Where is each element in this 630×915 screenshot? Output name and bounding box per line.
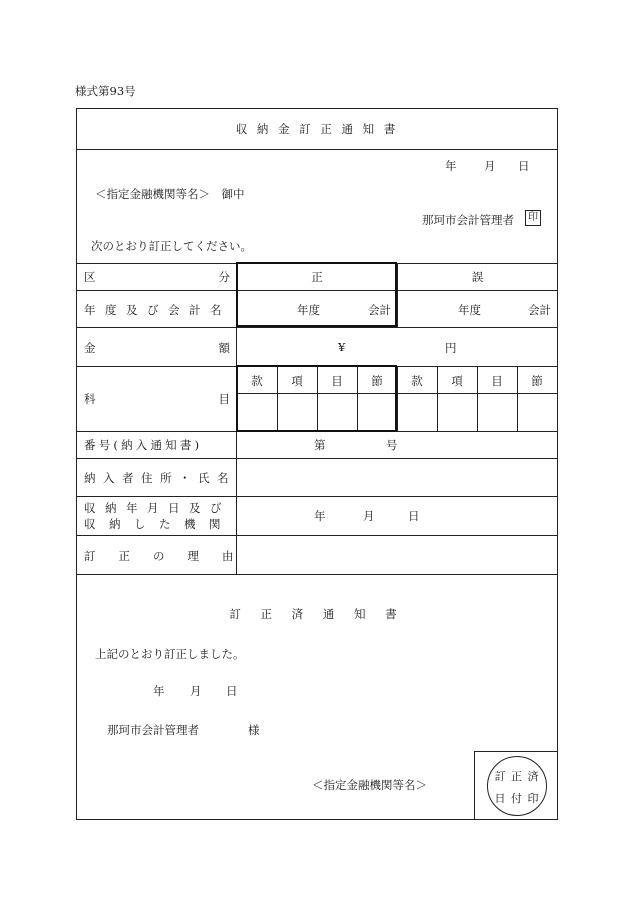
addressee: ＜指定金融機関等名＞ 御中 [95, 187, 245, 201]
date-month: 月 [484, 159, 496, 173]
label-shuno-2: 収納した機関 [84, 517, 234, 531]
completion-institution: ＜指定金融機関等名＞ [312, 778, 427, 792]
kamoku-head-moku: 目 [491, 374, 503, 388]
date-day: 日 [518, 159, 530, 173]
shuno-day: 日 [408, 509, 420, 523]
number-go: 号 [386, 438, 398, 452]
shuno-month: 月 [363, 509, 375, 523]
date-year: 年 [445, 159, 457, 173]
label-shuno-1: 収納年月日及び [84, 501, 231, 515]
row-line [77, 496, 557, 497]
completion-month: 月 [190, 684, 202, 698]
correct-nendo: 年度 [297, 303, 320, 317]
label-nonyu: 納入者住所・氏名 [84, 471, 236, 485]
table-bottom-line [77, 574, 557, 575]
correct-kaikei: 会計 [368, 303, 391, 317]
stamp-circle [487, 756, 547, 816]
row-line [77, 327, 557, 328]
label-kubun: 区 分 [84, 270, 230, 284]
kamoku-head-kan: 款 [411, 374, 423, 388]
form-number: 様式第93号 [75, 84, 136, 98]
completion-honorific: 様 [248, 723, 260, 737]
row-line [77, 535, 557, 536]
shuno-year: 年 [314, 509, 326, 523]
kamoku-head-kou: 項 [451, 374, 463, 388]
row-line [77, 458, 557, 459]
yen-word: 円 [445, 341, 457, 355]
completion-year: 年 [153, 684, 165, 698]
divider-title [77, 149, 557, 150]
form-title: 収 納 金 訂 正 通 知 書 [235, 122, 399, 136]
wrong-header: 誤 [471, 270, 484, 284]
sender-name: 那珂市会計管理者 [422, 213, 514, 227]
stamp-line-2: 日 付 印 [494, 792, 540, 805]
seal-mark: 印 [525, 210, 541, 226]
correct-header: 正 [311, 270, 323, 284]
completion-recipient: 那珂市会計管理者 [107, 723, 199, 737]
yen-symbol: ¥ [338, 340, 346, 354]
kamoku-head-kan: 款 [251, 374, 263, 388]
wrong-nendo: 年度 [458, 303, 481, 317]
intro-text: 次のとおり訂正してください。 [91, 239, 252, 253]
label-kamoku: 科 目 [84, 392, 230, 406]
kamoku-head-setsu: 節 [371, 374, 383, 388]
wrong-kaikei: 会計 [528, 303, 551, 317]
label-bango: 番号(納入通知書) [84, 438, 203, 452]
label-teisei-reason: 訂正の理由 [84, 549, 257, 563]
kamoku-head-setsu: 節 [531, 374, 543, 388]
stamp-line-1: 訂 正 済 [494, 770, 540, 783]
number-dai: 第 [314, 438, 326, 452]
kamoku-head-moku: 目 [331, 374, 343, 388]
label-kingaku: 金 額 [84, 341, 230, 355]
completion-day: 日 [226, 684, 238, 698]
label-nendo: 年度及び会計名 [84, 303, 231, 317]
kamoku-head-kou: 項 [291, 374, 303, 388]
completion-note: 上記のとおり訂正しました。 [95, 647, 245, 661]
completion-title: 訂 正 済 通 知 書 [229, 607, 405, 621]
